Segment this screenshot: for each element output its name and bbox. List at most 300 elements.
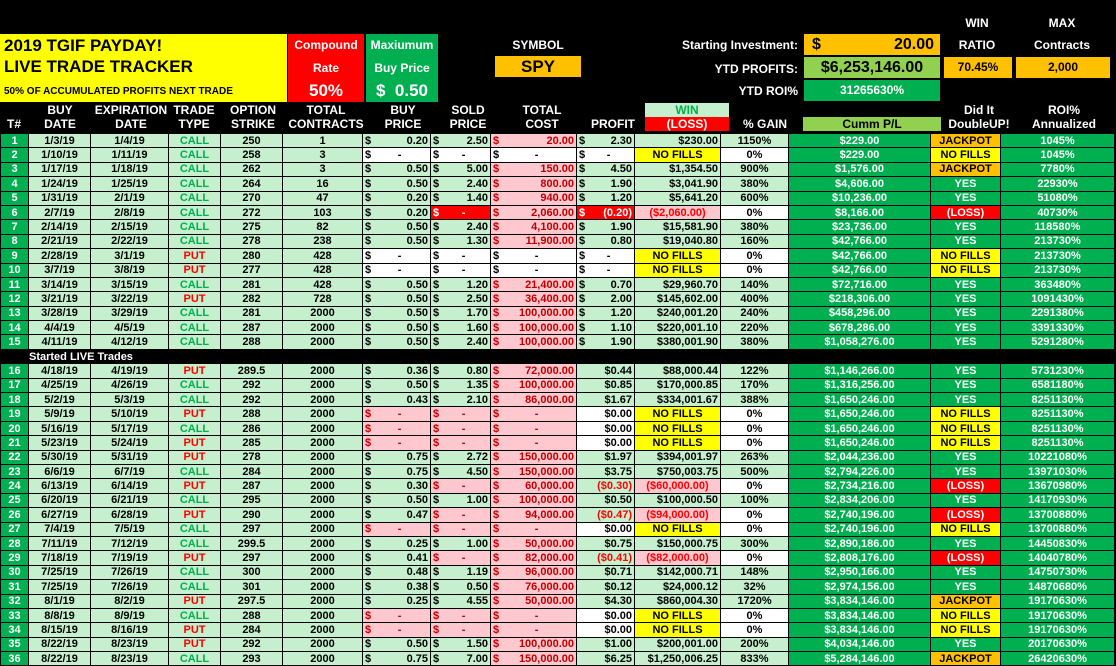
contracts: 2000 <box>283 594 363 608</box>
table-row <box>1 249 1115 263</box>
trade-num: 13 <box>1 306 29 320</box>
buy-date: 2/14/19 <box>29 220 91 234</box>
cumm-pl: $2,950,166.00 <box>789 565 931 579</box>
buy-price-value: - <box>397 249 402 262</box>
dollar-sign: $ <box>493 623 500 636</box>
table-row <box>1 479 1115 493</box>
gain: 0% <box>721 479 789 493</box>
cumm-pl: $42,766.00 <box>789 263 931 277</box>
total-cost-value: 100,000.00 <box>518 321 574 334</box>
contracts: 82 <box>283 220 363 234</box>
buy-date: 5/30/19 <box>29 450 91 464</box>
dollar-sign: $ <box>365 364 372 377</box>
profit <box>577 249 635 263</box>
total-cost-value: 100,000.00 <box>518 494 574 507</box>
table-row <box>1 134 1115 148</box>
total-cost <box>491 464 577 478</box>
buy-price <box>363 450 431 464</box>
cumm-pl: $23,736.00 <box>789 220 931 234</box>
cumm-pl: $2,890,186.00 <box>789 536 931 550</box>
compound-label: Compound <box>294 38 358 52</box>
buy-price <box>363 493 431 507</box>
total-cost <box>491 565 577 579</box>
profit: $4.30 <box>577 594 635 608</box>
dollar-sign: $ <box>579 278 586 291</box>
trade-type: CALL <box>169 652 221 666</box>
trade-num: 25 <box>1 493 29 507</box>
trade-num: 5 <box>1 191 29 205</box>
total-cost-value: 86,000.00 <box>525 393 574 406</box>
buy-price-value: - <box>397 523 402 536</box>
buy-price <box>363 234 431 248</box>
dollar-sign: $ <box>493 408 500 421</box>
dollar-sign: $ <box>579 221 586 234</box>
dollar-sign: $ <box>493 609 500 622</box>
double-up: YES <box>931 191 1001 205</box>
title-line1: 2019 TGIF PAYDAY! <box>4 36 163 55</box>
buy-price-value: 0.50 <box>406 638 428 651</box>
col-header-buy-price-1: BUY <box>390 103 416 117</box>
win-loss: $29,960.70 <box>635 277 721 291</box>
col-header-total-cost-1: TOTAL <box>522 103 562 117</box>
double-up: YES <box>931 364 1001 378</box>
total-cost <box>491 134 577 148</box>
total-cost <box>491 191 577 205</box>
col-header-strike-1: OPTION <box>229 103 276 117</box>
dollar-sign: $ <box>433 379 440 392</box>
dollar-sign: $ <box>365 336 372 349</box>
dollar-sign: $ <box>433 638 440 651</box>
col-header-contracts-1: TOTAL <box>306 103 346 117</box>
trade-type: CALL <box>169 522 221 536</box>
profit-value: - <box>606 264 611 277</box>
total-cost-value: 800.00 <box>540 177 574 190</box>
total-cost <box>491 436 577 450</box>
sold-price <box>431 421 491 435</box>
strike: 293 <box>221 652 283 666</box>
contracts: 2000 <box>283 421 363 435</box>
sold-price <box>431 249 491 263</box>
roi-annualized: 19170630% <box>1001 623 1115 637</box>
total-cost-value: 36,400.00 <box>525 292 574 305</box>
ytd-profits-value: $6,253,146.00 <box>804 57 940 78</box>
profit: $6.25 <box>577 652 635 666</box>
roi-annualized: 19170630% <box>1001 594 1115 608</box>
exp-date: 2/8/19 <box>91 205 169 219</box>
cumm-pl: $1,650,246.00 <box>789 436 931 450</box>
exp-date: 6/21/19 <box>91 493 169 507</box>
trade-num: 20 <box>1 421 29 435</box>
sold-price-value: - <box>461 149 466 162</box>
dollar-sign: $ <box>433 609 440 622</box>
double-up: YES <box>931 277 1001 291</box>
sold-price-value: 2.40 <box>466 177 488 190</box>
trade-type: PUT <box>169 623 221 637</box>
dollar-sign: $ <box>433 149 440 162</box>
gain: 300% <box>721 536 789 550</box>
profit-value: 1.90 <box>610 177 632 190</box>
sold-price-value: - <box>461 623 466 636</box>
dollar-sign: $ <box>579 292 586 305</box>
win-loss: $220,001.10 <box>635 321 721 335</box>
dollar-sign: $ <box>365 552 372 565</box>
exp-date: 7/12/19 <box>91 536 169 550</box>
col-header-double-1: Did It <box>964 103 994 117</box>
dollar-sign: $ <box>493 652 500 665</box>
trade-num: 11 <box>1 277 29 291</box>
sold-price-value: - <box>461 249 466 262</box>
dollar-sign: $ <box>493 523 500 536</box>
win-loss: $19,040.80 <box>635 234 721 248</box>
sold-price-value: 1.70 <box>466 307 488 320</box>
buy-price-value: 0.25 <box>406 595 428 608</box>
buy-price-value: 0.50 <box>406 379 428 392</box>
exp-date: 8/23/19 <box>91 652 169 666</box>
buy-price <box>363 292 431 306</box>
total-cost-value: - <box>534 609 539 622</box>
exp-date: 5/24/19 <box>91 436 169 450</box>
table-row <box>1 594 1115 608</box>
table-row <box>1 292 1115 306</box>
table-row <box>1 464 1115 478</box>
table-row <box>1 321 1115 335</box>
exp-date: 5/31/19 <box>91 450 169 464</box>
sold-price-value: - <box>461 206 466 219</box>
win-loss: ($94,000.00) <box>635 508 721 522</box>
win-loss: NO FILLS <box>635 608 721 622</box>
buy-price-value: 0.50 <box>406 163 428 176</box>
sold-price-value: 1.40 <box>466 192 488 205</box>
buy-price <box>363 407 431 421</box>
sold-price <box>431 378 491 392</box>
sold-price-value: 1.20 <box>466 278 488 291</box>
dollar-sign: $ <box>433 292 440 305</box>
trade-num: 21 <box>1 436 29 450</box>
total-cost-value: 150.00 <box>540 163 574 176</box>
sold-price-value: 2.72 <box>466 451 488 464</box>
trade-type: CALL <box>169 220 221 234</box>
sold-price <box>431 608 491 622</box>
col-header-profit: PROFIT <box>591 117 635 131</box>
profit-value: 1.20 <box>610 307 632 320</box>
exp-date: 2/1/19 <box>91 191 169 205</box>
sold-price <box>431 148 491 162</box>
trade-num: 27 <box>1 522 29 536</box>
col-header-buy-date-2: DATE <box>44 117 76 131</box>
buy-price <box>363 522 431 536</box>
trade-type: PUT <box>169 364 221 378</box>
gain: 0% <box>721 205 789 219</box>
dollar-sign: $ <box>365 436 372 449</box>
total-cost <box>491 450 577 464</box>
buy-price <box>363 652 431 666</box>
profit: $0.00 <box>577 436 635 450</box>
roi-annualized: 5291280% <box>1001 335 1115 349</box>
win-loss: $170,000.85 <box>635 378 721 392</box>
strike: 284 <box>221 623 283 637</box>
buy-price <box>363 565 431 579</box>
sold-price <box>431 580 491 594</box>
total-cost <box>491 292 577 306</box>
dollar-sign: $ <box>365 163 372 176</box>
trade-type: PUT <box>169 551 221 565</box>
double-up: NO FILLS <box>931 608 1001 622</box>
buy-price-value: 0.50 <box>406 321 428 334</box>
win-loss: NO FILLS <box>635 407 721 421</box>
buy-price-value: 0.75 <box>406 465 428 478</box>
double-up: YES <box>931 393 1001 407</box>
trade-num: 28 <box>1 536 29 550</box>
dollar-sign: $ <box>493 465 500 478</box>
dollar-sign: $ <box>493 235 500 248</box>
buy-price <box>363 421 431 435</box>
win-loss: $750,003.75 <box>635 464 721 478</box>
profit: $0.12 <box>577 580 635 594</box>
trade-type: CALL <box>169 393 221 407</box>
buy-price <box>363 551 431 565</box>
strike: 277 <box>221 263 283 277</box>
trade-num: 3 <box>1 162 29 176</box>
buy-date: 3/21/19 <box>29 292 91 306</box>
roi-annualized: 13700880% <box>1001 508 1115 522</box>
dollar-sign: $ <box>579 192 586 205</box>
table-row <box>1 378 1115 392</box>
total-cost-value: 50,000.00 <box>525 537 574 550</box>
roi-annualized: 51080% <box>1001 191 1115 205</box>
table-row <box>1 508 1115 522</box>
sold-price-value: 4.50 <box>466 465 488 478</box>
dollar-sign: $ <box>433 652 440 665</box>
total-cost <box>491 407 577 421</box>
win-loss: NO FILLS <box>635 249 721 263</box>
trade-type: CALL <box>169 162 221 176</box>
profit: $0.85 <box>577 378 635 392</box>
exp-date: 7/19/19 <box>91 551 169 565</box>
dollar-sign: $ <box>579 149 586 162</box>
trade-num: 16 <box>1 364 29 378</box>
total-cost-value: 100,000.00 <box>518 307 574 320</box>
total-cost <box>491 321 577 335</box>
table-row <box>1 637 1115 651</box>
trade-num: 12 <box>1 292 29 306</box>
table-row <box>1 536 1115 550</box>
live-trades-separator <box>1 349 1115 363</box>
sold-price <box>431 205 491 219</box>
buy-price-value: - <box>397 609 402 622</box>
starting-investment-field[interactable] <box>804 34 940 55</box>
dollar-sign: $ <box>493 552 500 565</box>
gain: 220% <box>721 321 789 335</box>
table-row <box>1 421 1115 435</box>
cumm-pl: $2,044,236.00 <box>789 450 931 464</box>
sold-price <box>431 493 491 507</box>
col-header-total-cost <box>500 103 584 131</box>
sold-price <box>431 623 491 637</box>
roi-annualized: 13700880% <box>1001 522 1115 536</box>
trade-num: 18 <box>1 393 29 407</box>
dollar-sign: $ <box>493 163 500 176</box>
trade-type: CALL <box>169 321 221 335</box>
contracts: 2000 <box>283 580 363 594</box>
sold-price-value: - <box>461 523 466 536</box>
col-header-sold-price-1: SOLD <box>451 103 485 117</box>
roi-annualized: 14450830% <box>1001 536 1115 550</box>
dollar-sign: $ <box>365 264 372 277</box>
total-cost <box>491 594 577 608</box>
sold-price-value: 1.30 <box>466 235 488 248</box>
col-header-roi <box>1016 103 1112 131</box>
cumm-pl: $229.00 <box>789 148 931 162</box>
cumm-pl: $3,834,146.00 <box>789 594 931 608</box>
exp-date: 4/19/19 <box>91 364 169 378</box>
dollar-sign: $ <box>433 336 440 349</box>
buy-price <box>363 393 431 407</box>
dollar-sign: $ <box>433 249 440 262</box>
gain: 833% <box>721 652 789 666</box>
trade-num: 22 <box>1 450 29 464</box>
sold-price-value: - <box>461 436 466 449</box>
max-buy-price-value[interactable]: $ 0.50 <box>376 81 428 100</box>
symbol-label: SYMBOL <box>512 38 564 52</box>
total-cost <box>491 249 577 263</box>
tracker-title-box <box>0 34 287 102</box>
table-row <box>1 652 1115 666</box>
table-row <box>1 407 1115 421</box>
total-cost <box>491 493 577 507</box>
cumm-pl: $2,834,206.00 <box>789 493 931 507</box>
total-cost <box>491 580 577 594</box>
sold-price-value: - <box>461 480 466 493</box>
sold-price <box>431 234 491 248</box>
buy-price-value: - <box>397 149 402 162</box>
gain: 388% <box>721 393 789 407</box>
profit <box>577 148 635 162</box>
total-cost-value: 100,000.00 <box>518 379 574 392</box>
exp-date: 3/8/19 <box>91 263 169 277</box>
gain: 0% <box>721 551 789 565</box>
sold-price <box>431 162 491 176</box>
col-header-sold-price-2: PRICE <box>449 117 487 131</box>
dollar-sign: $ <box>579 336 586 349</box>
buy-date: 7/11/19 <box>29 536 91 550</box>
buy-price-value: 0.20 <box>406 134 428 147</box>
ytd-profits-label: YTD PROFITS: <box>714 62 798 76</box>
trade-type: CALL <box>169 277 221 291</box>
buy-price <box>363 436 431 450</box>
double-up: JACKPOT <box>931 134 1001 148</box>
col-header-sold-price <box>438 103 498 131</box>
buy-price-value: - <box>397 408 402 421</box>
dollar-sign: $ <box>433 552 440 565</box>
total-cost <box>491 177 577 191</box>
col-header-double-2: DoubleUP! <box>948 117 1010 131</box>
total-cost-value: 4,100.00 <box>531 221 574 234</box>
double-up: YES <box>931 450 1001 464</box>
col-header-buy-date <box>34 103 86 131</box>
cumm-pl: $8,166.00 <box>789 205 931 219</box>
dollar-sign: $ <box>433 264 440 277</box>
sold-price <box>431 522 491 536</box>
double-up: (LOSS) <box>931 479 1001 493</box>
sold-price-value: 2.10 <box>466 393 488 406</box>
dollar-sign: $ <box>433 192 440 205</box>
buy-price-value: - <box>397 436 402 449</box>
cumm-pl: $229.00 <box>789 134 931 148</box>
total-cost-value: - <box>534 408 539 421</box>
total-cost <box>491 652 577 666</box>
buy-price-value: - <box>397 623 402 636</box>
profit <box>577 263 635 277</box>
total-cost <box>491 421 577 435</box>
profit <box>577 205 635 219</box>
total-cost-value: 60,000.00 <box>525 480 574 493</box>
exp-date: 6/7/19 <box>91 464 169 478</box>
dollar-sign: $ <box>493 307 500 320</box>
strike: 292 <box>221 393 283 407</box>
gain: 122% <box>721 364 789 378</box>
sold-price <box>431 536 491 550</box>
dollar-sign: $ <box>433 364 440 377</box>
sold-price-value: - <box>461 264 466 277</box>
gain: 100% <box>721 493 789 507</box>
contracts: 3 <box>283 148 363 162</box>
profit: $0.71 <box>577 565 635 579</box>
double-up: YES <box>931 565 1001 579</box>
win-loss: ($2,060.00) <box>635 205 721 219</box>
win-loss: NO FILLS <box>635 436 721 450</box>
dollar-sign: $ <box>579 134 586 147</box>
win-loss: NO FILLS <box>635 148 721 162</box>
gain: 500% <box>721 464 789 478</box>
gain: 400% <box>721 292 789 306</box>
contracts: 2000 <box>283 407 363 421</box>
symbol-value[interactable]: SPY <box>495 56 581 77</box>
roi-annualized: 14870680% <box>1001 580 1115 594</box>
trade-num: 7 <box>1 220 29 234</box>
strike: 281 <box>221 277 283 291</box>
rate-value[interactable]: 50% <box>308 81 344 100</box>
buy-price <box>363 608 431 622</box>
win-loss: $142,000.71 <box>635 565 721 579</box>
buy-date: 1/31/19 <box>29 191 91 205</box>
buy-price-value: 0.20 <box>406 206 428 219</box>
profit <box>577 306 635 320</box>
strike: 295 <box>221 493 283 507</box>
profit: $1.97 <box>577 450 635 464</box>
exp-date: 2/15/19 <box>91 220 169 234</box>
dollar-sign: $ <box>433 393 440 406</box>
contracts: 728 <box>283 292 363 306</box>
buy-price-value: 0.50 <box>406 292 428 305</box>
col-header-buy-date-1: BUY <box>47 103 73 117</box>
exp-date: 5/17/19 <box>91 421 169 435</box>
total-cost-value: 20.00 <box>546 134 574 147</box>
col-header-winloss <box>645 103 729 131</box>
roi-annualized: 7780% <box>1001 162 1115 176</box>
profit: $0.00 <box>577 608 635 622</box>
dollar-sign: $ <box>433 177 440 190</box>
total-cost <box>491 277 577 291</box>
exp-date: 5/10/19 <box>91 407 169 421</box>
sold-price-value: 1.35 <box>466 379 488 392</box>
cumm-pl: $5,284,146.00 <box>789 652 931 666</box>
profit: $0.00 <box>577 421 635 435</box>
profit <box>577 277 635 291</box>
buy-price <box>363 191 431 205</box>
max-contracts-value[interactable]: 2,000 <box>1016 57 1110 78</box>
trade-type: CALL <box>169 580 221 594</box>
dollar-sign: $ <box>493 537 500 550</box>
